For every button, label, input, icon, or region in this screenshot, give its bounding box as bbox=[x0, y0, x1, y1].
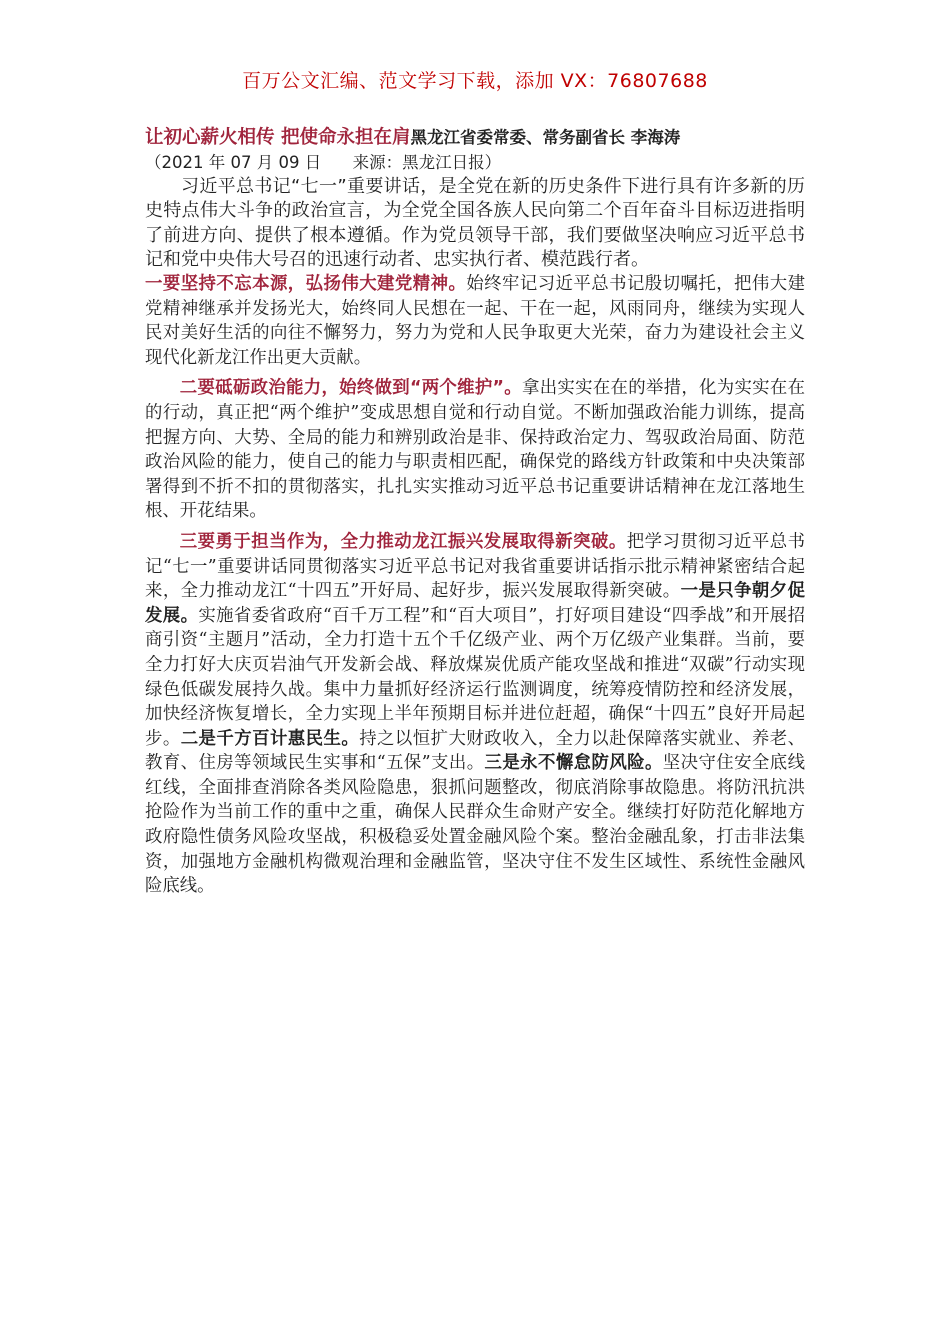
section-3-sub-1: 一是只争朝夕促发展。 bbox=[145, 581, 805, 626]
section-2-heading: 二要砥砺政治能力，始终做到“两个维护”。 bbox=[179, 378, 522, 399]
section-1-heading: 一要坚持不忘本源，弘扬伟大建党精神。 bbox=[145, 274, 467, 294]
section-2-body: 拿出实实在在的举措，化为实实在在的行动，真正把“两个维护”变成思想自觉和行动自觉。不断加强政治能力训练，提高把握方向、大势、全局的能力和辨别政治是非、保持政治定力、驾驭政治局面、防范政治风险的能力，使自己的能力与职责相匹配，确保党的路线方针政策和中央决策部署得到不折不扣的贯彻落实，扎扎实实推动习近平总书记重要讲话精神在龙江落地生根、开花结果。 bbox=[145, 378, 805, 522]
section-3-body-d: 坚决守住安全底线红线，全面排查消除各类风险隐患，狠抓问题整改，彻底消除事故隐患。将防汛抗洪抢险作为当前工作的重中之重，确保人民群众生命财产安全。继续打好防范化解地方政府隐性债务风险攻坚战，积极稳妥处置金融风险个案。整治金融乱象，打击非法集资，加强地方金融机构微观治理和金融监管，坚决守住不发生区域性、系统性金融风险底线。 bbox=[145, 753, 805, 897]
section-3-paragraph bbox=[145, 530, 805, 899]
article-body bbox=[145, 126, 805, 899]
section-1-paragraph bbox=[145, 272, 805, 370]
section-3-body-c: 持之以恒扩大财政收入，全力以赴保障落实就业、养老、教育、住房等领域民生实事和“五保”支出。 bbox=[145, 728, 805, 774]
section-3-sub-2: 二是千方百计惠民生。 bbox=[180, 728, 360, 749]
intro-paragraph: 习近平总书记“七一”重要讲话，是全党在新的历史条件下进行具有许多新的历史特点伟大斗争的政治宣言，为全党全国各族人民向第二个百年奋斗目标迈进指明了前进方向、提供了根本遵循。作为党员领导干部，我们要做坚决响应习近平总书记和党中央伟大号召的迅速行动者、忠实执行者、模范践行者。 bbox=[145, 176, 805, 270]
section-3-body-a: 把学习贯彻习近平总书记“七一”重要讲话同贯彻落实习近平总书记对我省重要讲话指示批示精神紧密结合起来，全力推动龙江“十四五”开好局、起好步，振兴发展取得新突破。 bbox=[145, 531, 805, 602]
watermark-banner: 百万公文汇编、范文学习下载，添加 VX：76807688 bbox=[242, 70, 708, 92]
section-2-paragraph bbox=[145, 376, 805, 524]
article-author: 黑龙江省委常委、常务副省长 李海涛 bbox=[410, 128, 681, 147]
section-3-body-b: 实施省委省政府“百千万工程”和“百大项目”，打好项目建设“四季战”和开展招商引资“主题月”活动，全力打造十五个千亿级产业、两个万亿级产业集群。当前，要全力打好大庆页岩油气开发新会战、释放煤炭优质产能攻坚战和推进“双碳”行动实现绿色低碳发展持久战。集中力量抓好经济运行监测调度，统筹疫情防控和经济发展，加快经济恢复增长，全力实现上半年预期目标并进位赶超，确保“十四五”良好开局起步。 bbox=[145, 605, 805, 749]
section-1-body: 始终牢记习近平总书记殷切嘱托，把伟大建党精神继承并发扬光大，始终同人民想在一起、干在一起，风雨同舟，继续为实现人民对美好生活的向往不懈努力，努力为党和人民争取更大光荣，奋力为建设社会主义现代化新龙江作出更大贡献。 bbox=[145, 274, 805, 368]
title-line bbox=[145, 126, 805, 151]
section-3-heading: 三要勇于担当作为，全力推动龙江振兴发展取得新突破。 bbox=[179, 531, 627, 552]
article-title: 让初心薪火相传 把使命永担在肩 bbox=[145, 127, 411, 148]
section-3-sub-3: 三是永不懈怠防风险。 bbox=[484, 753, 663, 774]
article-meta: （2021 年 07 月 09 日 来源：黑龙江日报） bbox=[145, 152, 502, 172]
